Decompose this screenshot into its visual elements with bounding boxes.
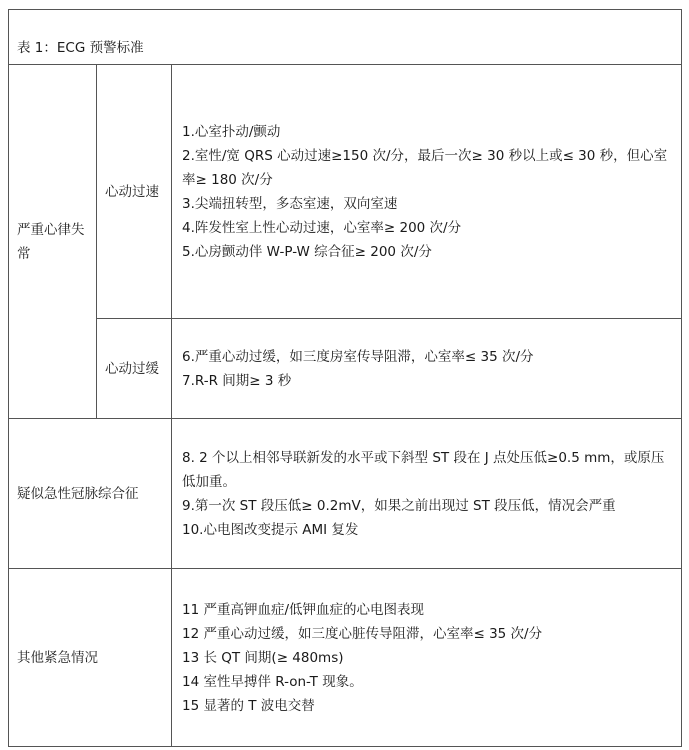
subcategory-tachycardia [97, 65, 172, 319]
criteria-list-acs [172, 419, 682, 569]
criteria-item: 11 严重高钾血症/低钾血症的心电图表现 [182, 601, 425, 618]
criteria-item: 9.第一次 ST 段压低≥ 0.2mV，如果之前出现过 ST 段压低，情况会严重 [182, 497, 616, 514]
table-row-acs [9, 419, 682, 569]
criteria-list-other [172, 569, 682, 747]
criteria-item: 12 严重心动过缓，如三度心脏传导阻滞，心室率≤ 35 次/分 [182, 625, 543, 642]
table-title: 表 1：ECG 预警标准 [17, 40, 144, 56]
ecg-warning-table [8, 9, 682, 747]
table-row-tachycardia [9, 65, 682, 319]
criteria-list-bradycardia [172, 319, 682, 419]
criteria-item: 7.R-R 间期≥ 3 秒 [182, 372, 292, 389]
criteria-item: 8. 2 个以上相邻导联新发的水平或下斜型 ST 段在 J 点处压低≥0.5 mm，或原压低加重。 [182, 449, 665, 490]
category-label: 严重心律失常 [17, 221, 85, 262]
table-row-other-emergencies [9, 569, 682, 747]
subcategory-label: 心动过缓 [105, 360, 159, 377]
category-label: 疑似急性冠脉综合征 [17, 485, 139, 502]
subcategory-bradycardia [97, 319, 172, 419]
criteria-item: 15 显著的 T 波电交替 [182, 697, 315, 714]
table-row-bradycardia [9, 319, 682, 419]
category-label: 其他紧急情况 [17, 649, 98, 666]
criteria-item: 14 室性早搏伴 R-on-T 现象。 [182, 673, 363, 690]
table-caption [9, 10, 682, 65]
ecg-warning-document [8, 9, 681, 741]
category-other-emergencies [9, 569, 172, 747]
criteria-item: 13 长 QT 间期(≥ 480ms) [182, 649, 344, 666]
criteria-item: 6.严重心动过缓，如三度房室传导阻滞，心室率≤ 35 次/分 [182, 348, 534, 365]
category-severe-arrhythmia [9, 65, 97, 419]
criteria-item: 3.尖端扭转型，多态室速，双向室速 [182, 195, 398, 212]
criteria-item: 2.室性/宽 QRS 心动过速≥150 次/分，最后一次≥ 30 秒以上或≤ 30 秒，但心室率≥ 180 次/分 [182, 147, 668, 188]
subcategory-label: 心动过速 [105, 183, 159, 200]
criteria-item: 1.心室扑动/颤动 [182, 123, 281, 140]
category-suspected-acs [9, 419, 172, 569]
criteria-item: 10.心电图改变提示 AMI 复发 [182, 521, 359, 538]
criteria-item: 4.阵发性室上性心动过速，心室率≥ 200 次/分 [182, 219, 462, 236]
criteria-list-tachycardia [172, 65, 682, 319]
criteria-item: 5.心房颤动伴 W-P-W 综合征≥ 200 次/分 [182, 243, 432, 260]
